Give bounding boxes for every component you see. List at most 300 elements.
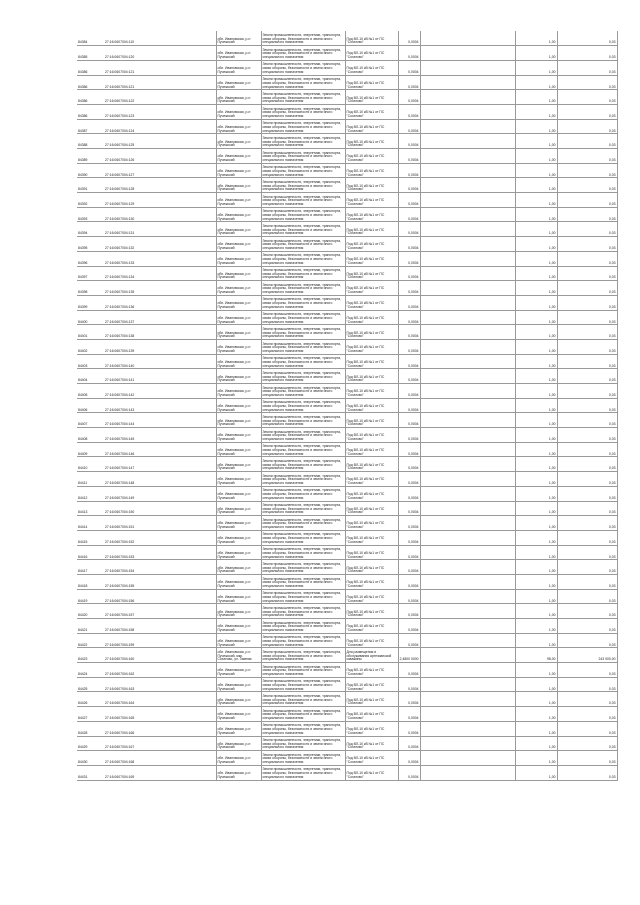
cell-record-id: 84418 [77,574,104,589]
cell-value: 0,03 [557,163,617,178]
table-row [77,60,617,75]
cell-record-id: 84412 [77,486,104,501]
cell-permitted-use: Под ВЛ-10 кВ №1 от ПС "Сохатово" [345,751,398,766]
cell-land-category: Земли промышленности, энергетики, транспорта, связи обороны, безопасности и земли иного специального назначения [261,560,345,575]
cell-area: 0,0004 [398,428,420,443]
cell-cadastral-number: 27:16:0607004:147 [104,457,216,472]
cell-value: 0,03 [557,237,617,252]
table-row [77,193,617,208]
cell-cadastral-number: 27:16:0607004:142 [104,384,216,399]
cell-cadastral-number: 27:16:0607004:121 [104,75,216,90]
cell-quantity: 1,00 [515,281,557,296]
cell-area: 0,0004 [398,222,420,237]
cell-record-id: 84417 [77,560,104,575]
cell-land-category: Земли промышленности, энергетики, транспорта, связи обороны, безопасности и земли иного специального назначения [261,530,345,545]
cell-value: 0,03 [557,765,617,780]
cell-quantity: 1,00 [515,472,557,487]
cell-address: обл. Ивановская, р-н Пучежский [216,721,261,736]
table-row [77,339,617,354]
cell-value: 0,03 [557,398,617,413]
cell-area: 0,0004 [398,295,420,310]
cell-value: 0,03 [557,193,617,208]
cell-area: 0,0004 [398,75,420,90]
cell-cadastral-number: 27:16:0607004:130 [104,207,216,222]
cell-land-category: Земли промышленности, энергетики, транспорта, связи обороны, безопасности и земли иного специального назначения [261,369,345,384]
table-row [77,46,617,61]
cell-value: 0,03 [557,545,617,560]
cell-quantity: 1,00 [515,207,557,222]
cell-land-category: Земли промышленности, энергетики, транспорта, связи обороны, безопасности и земли иного специального назначения [261,736,345,751]
cell-quantity: 1,00 [515,60,557,75]
cell-cadastral-number: 27:16:0607004:136 [104,295,216,310]
cell-cadastral-number: 27:16:0607004:165 [104,707,216,722]
cell-cadastral-number: 27:16:0607004:129 [104,193,216,208]
cell-value: 0,03 [557,486,617,501]
cell-empty [420,237,515,252]
cell-cadastral-number: 27:16:0607004:140 [104,354,216,369]
cell-value: 0,03 [557,251,617,266]
cell-land-category: Земли промышленности, энергетики, транспорта, связи обороны, безопасности и земли иного специального назначения [261,281,345,296]
cell-land-category: Земли промышленности, энергетики, транспорта, связи обороны, безопасности и земли иного специального назначения [261,648,345,663]
cell-cadastral-number: 27:16:0607004:145 [104,428,216,443]
cell-empty [420,134,515,149]
table-row [77,751,617,766]
cell-value: 0,03 [557,60,617,75]
cell-area: 0,0004 [398,31,420,46]
cell-value: 0,03 [557,295,617,310]
cell-permitted-use: Под ВЛ-10 кВ №1 от ПС "Сохатово" [345,325,398,340]
cell-permitted-use: Под ВЛ-10 кВ №1 от ПС "Сохатово" [345,765,398,780]
table-row [77,163,617,178]
cell-area: 0,0004 [398,545,420,560]
cell-record-id: 84400 [77,310,104,325]
cell-quantity: 1,00 [515,237,557,252]
cell-land-category: Земли промышленности, энергетики, транспорта, связи обороны, безопасности и земли иного специального назначения [261,90,345,105]
cell-empty [420,31,515,46]
cell-land-category: Земли промышленности, энергетики, транспорта, связи обороны, безопасности и земли иного специального назначения [261,677,345,692]
cell-cadastral-number: 27:16:0607004:126 [104,149,216,164]
cell-permitted-use: Под ВЛ-10 кВ №1 от ПС "Сохатово" [345,207,398,222]
cell-record-id: 84407 [77,413,104,428]
cell-permitted-use: Под ВЛ-10 кВ №1 от ПС "Сохатово" [345,90,398,105]
cell-record-id: 84392 [77,193,104,208]
cell-cadastral-number: 27:16:0607004:132 [104,237,216,252]
cell-cadastral-number: 27:16:0607004:150 [104,501,216,516]
cell-cadastral-number: 27:16:0607004:169 [104,765,216,780]
cell-area: 0,0004 [398,90,420,105]
cell-cadastral-number: 27:16:0607004:141 [104,369,216,384]
table-row [77,178,617,193]
cell-land-category: Земли промышленности, энергетики, транспорта, связи обороны, безопасности и земли иного специального назначения [261,545,345,560]
cell-area: 0,0004 [398,692,420,707]
table-row [77,75,617,90]
cell-permitted-use: Под ВЛ-10 кВ №1 от ПС "Сохатово" [345,354,398,369]
cell-address: обл. Ивановская, р-н Пучежский [216,104,261,119]
cell-permitted-use: Под ВЛ-10 кВ №1 от ПС "Сохатово" [345,516,398,531]
cell-cadastral-number: 27:16:0607004:149 [104,486,216,501]
cell-cadastral-number: 27:16:0607004:157 [104,604,216,619]
cell-empty [420,281,515,296]
cell-permitted-use: Под ВЛ-10 кВ №1 от ПС "Сохатово" [345,604,398,619]
cell-record-id: 84429 [77,736,104,751]
cell-value: 0,03 [557,721,617,736]
cell-record-id: 84421 [77,619,104,634]
cell-record-id: 84384 [77,31,104,46]
cell-cadastral-number: 27:16:0607004:110 [104,31,216,46]
cell-empty [420,560,515,575]
cell-land-category: Земли промышленности, энергетики, транспорта, связи обороны, безопасности и земли иного специального назначения [261,604,345,619]
table-row [77,428,617,443]
cell-permitted-use: Под ВЛ-10 кВ №1 от ПС "Сохатово" [345,134,398,149]
cell-value: 0,03 [557,574,617,589]
table-row [77,677,617,692]
cell-area: 0,0004 [398,149,420,164]
cell-record-id: 84410 [77,457,104,472]
cell-empty [420,207,515,222]
cell-empty [420,501,515,516]
cell-address: обл. Ивановская, р-н Пучежский [216,251,261,266]
table-row [77,281,617,296]
cell-land-category: Земли промышленности, энергетики, транспорта, связи обороны, безопасности и земли иного специального назначения [261,60,345,75]
table-row [77,413,617,428]
cell-record-id: 84425 [77,677,104,692]
cell-cadastral-number: 27:16:0607004:148 [104,472,216,487]
cell-record-id: 84411 [77,472,104,487]
cell-quantity: 1,00 [515,619,557,634]
table-row [77,119,617,134]
cell-empty [420,222,515,237]
table-body [77,31,617,780]
cell-value: 0,03 [557,736,617,751]
table-row [77,633,617,648]
cell-quantity: 1,00 [515,574,557,589]
cell-address: обл. Ивановская, р-н Пучежский [216,501,261,516]
cell-record-id: 84426 [77,692,104,707]
cell-area: 0,0004 [398,207,420,222]
cell-cadastral-number: 27:16:0607004:156 [104,589,216,604]
cell-empty [420,251,515,266]
cell-address: обл. Ивановская, р-н Пучежский [216,222,261,237]
cell-quantity: 1,00 [515,413,557,428]
cell-address: обл. Ивановская, р-н Пучежский [216,281,261,296]
cell-value: 0,03 [557,707,617,722]
cell-permitted-use: Под ВЛ-10 кВ №1 от ПС "Сохатово" [345,619,398,634]
cell-address: обл. Ивановская, р-н Пучежский [216,545,261,560]
cell-quantity: 1,00 [515,310,557,325]
cell-permitted-use: Под ВЛ-10 кВ №1 от ПС "Сохатово" [345,266,398,281]
cell-address: обл. Ивановская, р-н Пучежский [216,751,261,766]
cell-quantity: 1,00 [515,339,557,354]
cell-permitted-use: Под ВЛ-10 кВ №1 от ПС "Сохатово" [345,46,398,61]
cell-quantity: 1,00 [515,46,557,61]
cell-record-id: 84398 [77,281,104,296]
cell-record-id: 84404 [77,369,104,384]
cell-land-category: Земли промышленности, энергетики, транспорта, связи обороны, безопасности и земли иного специального назначения [261,707,345,722]
table-row [77,149,617,164]
cell-permitted-use: Под ВЛ-10 кВ №1 от ПС "Сохатово" [345,295,398,310]
cell-quantity: 1,00 [515,369,557,384]
cell-area: 0,0004 [398,442,420,457]
cell-quantity: 1,00 [515,736,557,751]
cell-land-category: Земли промышленности, энергетики, транспорта, связи обороны, безопасности и земли иного специального назначения [261,574,345,589]
cell-permitted-use: Под ВЛ-10 кВ №1 от ПС "Сохатово" [345,663,398,678]
cell-value: 243 000,00 [557,648,617,663]
cell-land-category: Земли промышленности, энергетики, транспорта, связи обороны, безопасности и земли иного специального назначения [261,486,345,501]
cell-area: 0,0004 [398,530,420,545]
cell-permitted-use: Под ВЛ-10 кВ №1 от ПС "Сохатово" [345,736,398,751]
table-row [77,604,617,619]
cell-cadastral-number: 27:16:0607004:123 [104,104,216,119]
cell-record-id: 84396 [77,251,104,266]
cell-record-id: 84420 [77,604,104,619]
cell-record-id: 84408 [77,428,104,443]
cell-permitted-use: Под ВЛ-10 кВ №1 от ПС "Сохатово" [345,75,398,90]
cell-record-id: 84386 [77,75,104,90]
cell-land-category: Земли промышленности, энергетики, транспорта, связи обороны, безопасности и земли иного специального назначения [261,442,345,457]
cell-area: 0,0004 [398,60,420,75]
table-row [77,589,617,604]
cell-cadastral-number: 27:16:0607004:131 [104,222,216,237]
cell-value: 0,03 [557,442,617,457]
cell-empty [420,384,515,399]
cell-address: обл. Ивановская, р-н Пучежский [216,149,261,164]
cell-value: 0,03 [557,46,617,61]
cell-land-category: Земли промышленности, энергетики, транспорта, связи обороны, безопасности и земли иного специального назначения [261,193,345,208]
cell-address: обл. Ивановская, р-н Пучежский, мкр. Сохатово, ул. Зимняя [216,648,261,663]
cell-address: обл. Ивановская, р-н Пучежский [216,193,261,208]
cell-quantity: 1,00 [515,501,557,516]
cell-quantity: 1,00 [515,222,557,237]
cell-quantity: 1,00 [515,251,557,266]
cell-area: 0,0004 [398,369,420,384]
cell-empty [420,692,515,707]
table-row [77,472,617,487]
cell-value: 0,03 [557,604,617,619]
cell-area: 0,0004 [398,310,420,325]
cell-cadastral-number: 27:16:0607004:120 [104,46,216,61]
cell-value: 0,03 [557,134,617,149]
cell-land-category: Земли промышленности, энергетики, транспорта, связи обороны, безопасности и земли иного специального назначения [261,663,345,678]
cell-land-category: Земли промышленности, энергетики, транспорта, связи обороны, безопасности и земли иного специального назначения [261,178,345,193]
cell-empty [420,163,515,178]
cell-area: 0,0004 [398,119,420,134]
cell-record-id: 84419 [77,589,104,604]
cell-land-category: Земли промышленности, энергетики, транспорта, связи обороны, безопасности и земли иного специального назначения [261,516,345,531]
cell-empty [420,736,515,751]
cell-address: обл. Ивановская, р-н Пучежский [216,384,261,399]
cell-land-category: Земли промышленности, энергетики, транспорта, связи обороны, безопасности и земли иного специального назначения [261,751,345,766]
cell-value: 0,03 [557,384,617,399]
cell-record-id: 84430 [77,751,104,766]
table-row [77,457,617,472]
cell-quantity: 1,00 [515,149,557,164]
cell-land-category: Земли промышленности, энергетики, транспорта, связи обороны, безопасности и земли иного специального назначения [261,339,345,354]
cell-empty [420,677,515,692]
cell-land-category: Земли промышленности, энергетики, транспорта, связи обороны, безопасности и земли иного специального назначения [261,721,345,736]
cell-address: обл. Ивановская, р-н Пучежский [216,530,261,545]
cell-area: 0,0004 [398,281,420,296]
cell-empty [420,721,515,736]
cell-land-category: Земли промышленности, энергетики, транспорта, связи обороны, безопасности и земли иного специального назначения [261,692,345,707]
cell-value: 0,03 [557,104,617,119]
table-row [77,501,617,516]
cell-record-id: 84409 [77,442,104,457]
cell-permitted-use: Под ВЛ-10 кВ №1 от ПС "Сохатово" [345,721,398,736]
cell-record-id: 84414 [77,516,104,531]
cell-value: 0,03 [557,663,617,678]
cell-area: 0,0004 [398,251,420,266]
cell-value: 0,03 [557,310,617,325]
cell-area: 0,0004 [398,354,420,369]
cell-record-id: 84423 [77,648,104,663]
cell-quantity: 98,00 [515,648,557,663]
cell-land-category: Земли промышленности, энергетики, транспорта, связи обороны, безопасности и земли иного специального назначения [261,46,345,61]
cell-address: обл. Ивановская, р-н Пучежский [216,413,261,428]
cell-land-category: Земли промышленности, энергетики, транспорта, связи обороны, безопасности и земли иного специального назначения [261,222,345,237]
table-row [77,251,617,266]
cell-land-category: Земли промышленности, энергетики, транспорта, связи обороны, безопасности и земли иного специального назначения [261,354,345,369]
cell-quantity: 1,00 [515,530,557,545]
cell-empty [420,354,515,369]
table-row [77,765,617,780]
table-row [77,442,617,457]
cell-address: обл. Ивановская, р-н Пучежский [216,457,261,472]
cell-permitted-use: Под ВЛ-10 кВ №1 от ПС "Сохатово" [345,251,398,266]
cell-land-category: Земли промышленности, энергетики, транспорта, связи обороны, безопасности и земли иного специального назначения [261,149,345,164]
cell-permitted-use: Под ВЛ-10 кВ №1 от ПС "Сохатово" [345,237,398,252]
cell-address: обл. Ивановская, р-н Пучежский [216,75,261,90]
cell-value: 0,03 [557,354,617,369]
cell-cadastral-number: 27:16:0607004:127 [104,163,216,178]
table-row [77,384,617,399]
cell-quantity: 1,00 [515,633,557,648]
cell-empty [420,442,515,457]
cell-empty [420,178,515,193]
cell-quantity: 1,00 [515,589,557,604]
cell-permitted-use: Под ВЛ-10 кВ №1 от ПС "Сохатово" [345,457,398,472]
cell-address: обл. Ивановская, р-н Пучежский [216,472,261,487]
cell-land-category: Земли промышленности, энергетики, транспорта, связи обороны, безопасности и земли иного специального назначения [261,31,345,46]
cell-quantity: 1,00 [515,266,557,281]
cell-permitted-use: Под ВЛ-10 кВ №1 от ПС "Сохатово" [345,310,398,325]
cell-value: 0,03 [557,207,617,222]
cell-empty [420,339,515,354]
cell-address: обл. Ивановская, р-н Пучежский [216,736,261,751]
cell-value: 0,03 [557,501,617,516]
table-row [77,295,617,310]
cell-empty [420,46,515,61]
cell-record-id: 84399 [77,295,104,310]
cell-value: 0,03 [557,339,617,354]
cell-area: 0,0004 [398,237,420,252]
table-row [77,266,617,281]
cell-address: обл. Ивановская, р-н Пучежский [216,295,261,310]
cell-area: 0,0004 [398,178,420,193]
cell-permitted-use: Под ВЛ-10 кВ №1 от ПС "Сохатово" [345,486,398,501]
cell-empty [420,90,515,105]
cell-area: 0,0004 [398,46,420,61]
cell-empty [420,398,515,413]
cell-value: 0,03 [557,266,617,281]
cell-record-id: 84406 [77,398,104,413]
cell-quantity: 1,00 [515,677,557,692]
cell-quantity: 1,00 [515,119,557,134]
cell-permitted-use: Под ВЛ-10 кВ №1 от ПС "Сохатово" [345,31,398,46]
cell-quantity: 1,00 [515,104,557,119]
table-row [77,354,617,369]
cell-record-id: 84394 [77,222,104,237]
cell-cadastral-number: 27:16:0607004:154 [104,560,216,575]
cell-address: обл. Ивановская, р-н Пучежский [216,134,261,149]
cell-empty [420,369,515,384]
cell-address: обл. Ивановская, р-н Пучежский [216,119,261,134]
cell-value: 0,03 [557,31,617,46]
cell-permitted-use: Под ВЛ-10 кВ №1 от ПС "Сохатово" [345,589,398,604]
cell-record-id: 84427 [77,707,104,722]
cell-value: 0,03 [557,751,617,766]
cell-empty [420,574,515,589]
cell-address: обл. Ивановская, р-н Пучежский [216,560,261,575]
cell-quantity: 1,00 [515,486,557,501]
cell-address: обл. Ивановская, р-н Пучежский [216,207,261,222]
cell-value: 0,03 [557,677,617,692]
cell-cadastral-number: 27:16:0607004:134 [104,266,216,281]
cell-record-id: 84431 [77,765,104,780]
cell-address: обл. Ивановская, р-н Пучежский [216,677,261,692]
cell-empty [420,295,515,310]
cell-land-category: Земли промышленности, энергетики, транспорта, связи обороны, безопасности и земли иного специального назначения [261,633,345,648]
cell-address: обл. Ивановская, р-н Пучежский [216,369,261,384]
cell-cadastral-number: 27:16:0607004:122 [104,90,216,105]
cell-area: 0,0004 [398,765,420,780]
cell-address: обл. Ивановская, р-н Пучежский [216,692,261,707]
cell-permitted-use: Под ВЛ-10 кВ №1 от ПС "Сохатово" [345,677,398,692]
cell-record-id: 84393 [77,207,104,222]
cell-record-id: 84386 [77,90,104,105]
cell-land-category: Земли промышленности, энергетики, транспорта, связи обороны, безопасности и земли иного специального назначения [261,207,345,222]
cell-value: 0,03 [557,222,617,237]
cell-permitted-use: Под ВЛ-10 кВ №1 от ПС "Сохатово" [345,707,398,722]
cell-empty [420,751,515,766]
table-row [77,648,617,663]
cell-quantity: 1,00 [515,692,557,707]
cell-quantity: 1,00 [515,178,557,193]
cell-permitted-use: Под ВЛ-10 кВ №1 от ПС "Сохатово" [345,178,398,193]
cell-address: обл. Ивановская, р-н Пучежский [216,310,261,325]
cell-empty [420,75,515,90]
cell-area: 0,0004 [398,413,420,428]
cell-value: 0,03 [557,457,617,472]
cell-land-category: Земли промышленности, энергетики, транспорта, связи обороны, безопасности и земли иного специального назначения [261,384,345,399]
cell-permitted-use: Под ВЛ-10 кВ №1 от ПС "Сохатово" [345,398,398,413]
cell-empty [420,663,515,678]
cell-area: 0,0004 [398,736,420,751]
cell-quantity: 1,00 [515,707,557,722]
cell-address: обл. Ивановская, р-н Пучежский [216,619,261,634]
cell-empty [420,325,515,340]
cell-cadastral-number: 27:16:0607004:121 [104,60,216,75]
cell-record-id: 84413 [77,501,104,516]
cell-quantity: 1,00 [515,442,557,457]
cell-area: 0,0004 [398,677,420,692]
cell-quantity: 1,00 [515,545,557,560]
cell-cadastral-number: 27:16:0607004:167 [104,736,216,751]
cell-value: 0,03 [557,589,617,604]
cell-area: 2,4800 0000 [398,648,420,663]
cell-land-category: Земли промышленности, энергетики, транспорта, связи обороны, безопасности и земли иного специального назначения [261,501,345,516]
cell-area: 0,0004 [398,619,420,634]
cell-value: 0,03 [557,325,617,340]
